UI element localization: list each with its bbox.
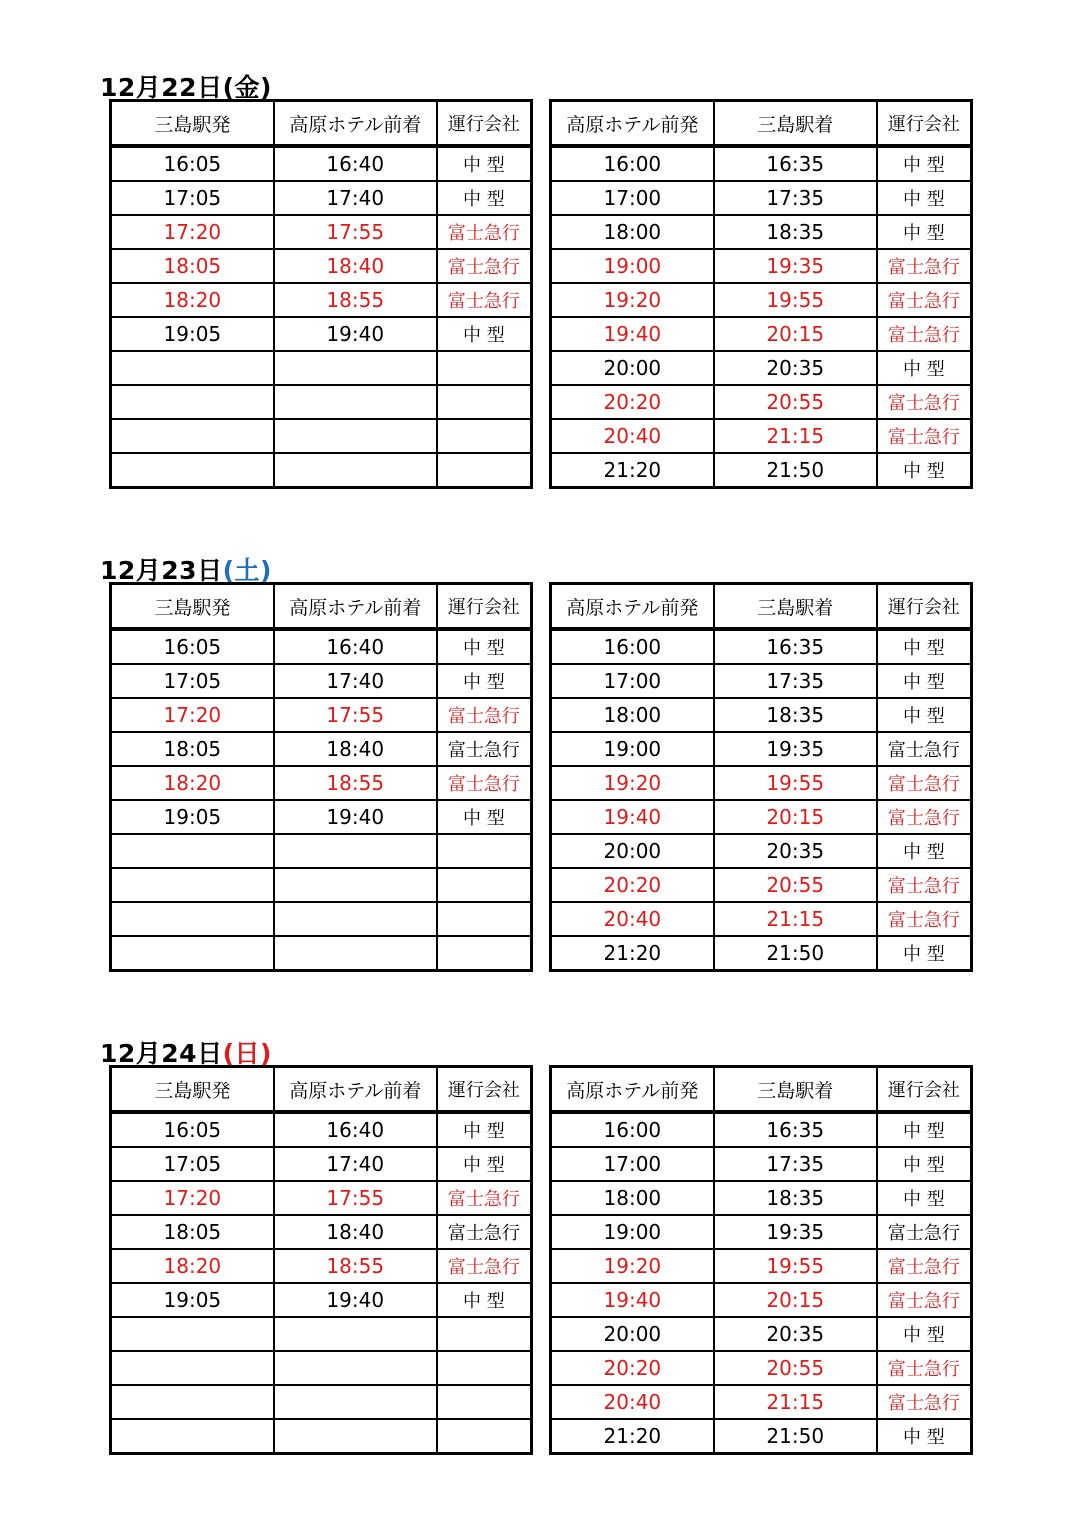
arrival-header: 高原ホテル前着 bbox=[274, 101, 437, 147]
operator: 富士急行 bbox=[877, 800, 972, 834]
departure-header: 高原ホテル前発 bbox=[551, 1067, 714, 1113]
arrival-time bbox=[274, 385, 437, 419]
operator: 富士急行 bbox=[877, 868, 972, 902]
operator: 中 型 bbox=[437, 664, 532, 698]
arrival-header: 三島駅着 bbox=[714, 101, 877, 147]
table-row bbox=[111, 698, 532, 732]
arrival-time: 21:15 bbox=[714, 902, 877, 936]
departure-time bbox=[111, 385, 274, 419]
departure-time: 20:20 bbox=[551, 868, 714, 902]
operator: 中 型 bbox=[877, 936, 972, 971]
arrival-header: 高原ホテル前着 bbox=[274, 584, 437, 630]
departure-time: 19:20 bbox=[551, 1249, 714, 1283]
table-row bbox=[111, 1181, 532, 1215]
table-row bbox=[111, 351, 532, 385]
table-row bbox=[551, 215, 972, 249]
arrival-time: 19:40 bbox=[274, 1283, 437, 1317]
table-row bbox=[551, 1112, 972, 1147]
table-row bbox=[551, 1351, 972, 1385]
arrival-time: 19:40 bbox=[274, 800, 437, 834]
table-row bbox=[551, 698, 972, 732]
table-row bbox=[111, 732, 532, 766]
arrival-time: 20:35 bbox=[714, 351, 877, 385]
table-row bbox=[551, 629, 972, 664]
arrival-time: 18:35 bbox=[714, 698, 877, 732]
departure-time: 18:05 bbox=[111, 1215, 274, 1249]
weekday-label: (土) bbox=[222, 556, 272, 585]
operator-header: 運行会社 bbox=[437, 1067, 532, 1113]
departure-time: 19:40 bbox=[551, 317, 714, 351]
arrival-time: 17:55 bbox=[274, 215, 437, 249]
operator: 中 型 bbox=[877, 215, 972, 249]
table-row bbox=[111, 1249, 532, 1283]
departure-time: 18:20 bbox=[111, 1249, 274, 1283]
arrival-time: 20:15 bbox=[714, 800, 877, 834]
operator: 中 型 bbox=[437, 1112, 532, 1147]
header-row bbox=[551, 584, 972, 630]
arrival-time: 16:40 bbox=[274, 146, 437, 181]
table-row bbox=[551, 936, 972, 971]
operator: 富士急行 bbox=[437, 215, 532, 249]
table-row bbox=[111, 1283, 532, 1317]
operator bbox=[437, 1351, 532, 1385]
arrival-time: 21:50 bbox=[714, 453, 877, 488]
arrival-header: 高原ホテル前着 bbox=[274, 1067, 437, 1113]
table-row bbox=[111, 936, 532, 971]
table-row bbox=[551, 419, 972, 453]
departure-time: 19:20 bbox=[551, 283, 714, 317]
departure-time: 19:40 bbox=[551, 1283, 714, 1317]
arrival-time: 20:35 bbox=[714, 1317, 877, 1351]
operator bbox=[437, 351, 532, 385]
table-row bbox=[111, 1351, 532, 1385]
arrival-time: 17:40 bbox=[274, 181, 437, 215]
table-row bbox=[551, 868, 972, 902]
operator: 富士急行 bbox=[877, 283, 972, 317]
departure-time: 20:40 bbox=[551, 1385, 714, 1419]
departure-time bbox=[111, 1419, 274, 1454]
return-timetable bbox=[549, 99, 973, 489]
table-row bbox=[111, 868, 532, 902]
arrival-time: 16:40 bbox=[274, 629, 437, 664]
departure-time: 17:20 bbox=[111, 698, 274, 732]
operator: 富士急行 bbox=[437, 283, 532, 317]
table-row bbox=[551, 385, 972, 419]
table-row bbox=[111, 629, 532, 664]
departure-header: 高原ホテル前発 bbox=[551, 101, 714, 147]
table-row bbox=[551, 317, 972, 351]
arrival-time: 16:35 bbox=[714, 629, 877, 664]
departure-time: 16:00 bbox=[551, 146, 714, 181]
operator bbox=[437, 453, 532, 488]
table-row bbox=[551, 283, 972, 317]
table-row bbox=[111, 1419, 532, 1454]
departure-time: 20:00 bbox=[551, 351, 714, 385]
arrival-time: 18:55 bbox=[274, 766, 437, 800]
operator bbox=[437, 419, 532, 453]
table-row bbox=[551, 1215, 972, 1249]
arrival-time: 18:40 bbox=[274, 249, 437, 283]
operator-header: 運行会社 bbox=[437, 584, 532, 630]
arrival-time: 18:40 bbox=[274, 732, 437, 766]
departure-time: 17:05 bbox=[111, 1147, 274, 1181]
operator: 富士急行 bbox=[877, 1283, 972, 1317]
departure-time: 17:00 bbox=[551, 1147, 714, 1181]
arrival-time bbox=[274, 1385, 437, 1419]
arrival-time: 21:50 bbox=[714, 1419, 877, 1454]
table-row bbox=[551, 902, 972, 936]
departure-time: 19:40 bbox=[551, 800, 714, 834]
table-row bbox=[111, 902, 532, 936]
arrival-time: 19:55 bbox=[714, 766, 877, 800]
departure-time: 17:00 bbox=[551, 181, 714, 215]
departure-header: 三島駅発 bbox=[111, 1067, 274, 1113]
arrival-time bbox=[274, 1419, 437, 1454]
arrival-time bbox=[274, 1317, 437, 1351]
arrival-header: 三島駅着 bbox=[714, 1067, 877, 1113]
operator: 中 型 bbox=[877, 698, 972, 732]
table-row bbox=[551, 664, 972, 698]
arrival-header: 三島駅着 bbox=[714, 584, 877, 630]
departure-time: 20:20 bbox=[551, 1351, 714, 1385]
table-row bbox=[551, 181, 972, 215]
arrival-time: 16:40 bbox=[274, 1112, 437, 1147]
departure-time: 16:05 bbox=[111, 146, 274, 181]
outbound-timetable bbox=[109, 99, 533, 489]
operator-header: 運行会社 bbox=[877, 101, 972, 147]
arrival-time bbox=[274, 936, 437, 971]
header-row bbox=[551, 101, 972, 147]
table-row bbox=[111, 453, 532, 488]
table-row bbox=[111, 283, 532, 317]
table-row bbox=[551, 351, 972, 385]
arrival-time: 20:55 bbox=[714, 1351, 877, 1385]
arrival-time: 18:40 bbox=[274, 1215, 437, 1249]
operator-header: 運行会社 bbox=[877, 1067, 972, 1113]
departure-time: 16:05 bbox=[111, 629, 274, 664]
departure-time: 21:20 bbox=[551, 1419, 714, 1454]
arrival-time bbox=[274, 1351, 437, 1385]
arrival-time: 17:40 bbox=[274, 664, 437, 698]
table-row bbox=[111, 1317, 532, 1351]
weekday-label: (日) bbox=[222, 1039, 272, 1068]
departure-time: 20:00 bbox=[551, 834, 714, 868]
departure-time: 16:00 bbox=[551, 629, 714, 664]
header-row bbox=[111, 584, 532, 630]
arrival-time: 20:15 bbox=[714, 1283, 877, 1317]
table-row bbox=[551, 800, 972, 834]
table-row bbox=[111, 419, 532, 453]
arrival-time: 19:35 bbox=[714, 1215, 877, 1249]
operator bbox=[437, 834, 532, 868]
departure-time: 16:00 bbox=[551, 1112, 714, 1147]
operator-header: 運行会社 bbox=[437, 101, 532, 147]
operator: 富士急行 bbox=[437, 732, 532, 766]
operator: 富士急行 bbox=[877, 1215, 972, 1249]
operator: 中 型 bbox=[437, 800, 532, 834]
departure-time: 20:20 bbox=[551, 385, 714, 419]
departure-time: 19:00 bbox=[551, 249, 714, 283]
arrival-time: 18:35 bbox=[714, 1181, 877, 1215]
arrival-time: 20:55 bbox=[714, 385, 877, 419]
operator: 富士急行 bbox=[437, 1181, 532, 1215]
table-row bbox=[111, 146, 532, 181]
arrival-time: 20:35 bbox=[714, 834, 877, 868]
operator: 富士急行 bbox=[877, 419, 972, 453]
arrival-time: 18:55 bbox=[274, 283, 437, 317]
departure-time bbox=[111, 419, 274, 453]
departure-time: 20:40 bbox=[551, 419, 714, 453]
outbound-timetable bbox=[109, 1065, 533, 1455]
departure-time: 19:05 bbox=[111, 317, 274, 351]
arrival-time: 21:15 bbox=[714, 1385, 877, 1419]
arrival-time: 18:35 bbox=[714, 215, 877, 249]
operator: 中 型 bbox=[877, 1317, 972, 1351]
departure-time: 19:20 bbox=[551, 766, 714, 800]
arrival-time: 21:50 bbox=[714, 936, 877, 971]
operator: 中 型 bbox=[877, 351, 972, 385]
table-row bbox=[551, 146, 972, 181]
operator bbox=[437, 1419, 532, 1454]
operator: 富士急行 bbox=[437, 1249, 532, 1283]
return-timetable bbox=[549, 582, 973, 972]
table-row bbox=[111, 664, 532, 698]
arrival-time: 17:55 bbox=[274, 1181, 437, 1215]
operator: 中 型 bbox=[877, 1419, 972, 1454]
arrival-time: 17:40 bbox=[274, 1147, 437, 1181]
arrival-time: 20:55 bbox=[714, 868, 877, 902]
operator: 中 型 bbox=[877, 1181, 972, 1215]
operator bbox=[437, 1317, 532, 1351]
arrival-time bbox=[274, 351, 437, 385]
operator: 富士急行 bbox=[437, 766, 532, 800]
header-row bbox=[551, 1067, 972, 1113]
table-row bbox=[111, 1385, 532, 1419]
operator: 中 型 bbox=[877, 181, 972, 215]
operator-header: 運行会社 bbox=[877, 584, 972, 630]
departure-time bbox=[111, 936, 274, 971]
operator: 富士急行 bbox=[877, 385, 972, 419]
operator: 中 型 bbox=[877, 1112, 972, 1147]
departure-time: 19:05 bbox=[111, 1283, 274, 1317]
operator: 中 型 bbox=[437, 1147, 532, 1181]
weekday-label: (金) bbox=[222, 73, 272, 102]
table-row bbox=[111, 800, 532, 834]
departure-time: 20:40 bbox=[551, 902, 714, 936]
arrival-time: 19:35 bbox=[714, 732, 877, 766]
departure-header: 三島駅発 bbox=[111, 584, 274, 630]
operator: 中 型 bbox=[437, 629, 532, 664]
table-row bbox=[111, 1112, 532, 1147]
departure-header: 高原ホテル前発 bbox=[551, 584, 714, 630]
header-row bbox=[111, 101, 532, 147]
date-label: 12月22日 bbox=[100, 73, 223, 102]
operator: 中 型 bbox=[877, 1147, 972, 1181]
departure-time bbox=[111, 1385, 274, 1419]
arrival-time bbox=[274, 419, 437, 453]
departure-time: 17:20 bbox=[111, 1181, 274, 1215]
arrival-time: 17:35 bbox=[714, 1147, 877, 1181]
operator: 中 型 bbox=[877, 146, 972, 181]
arrival-time: 17:55 bbox=[274, 698, 437, 732]
departure-time: 18:20 bbox=[111, 766, 274, 800]
arrival-time bbox=[274, 834, 437, 868]
operator: 富士急行 bbox=[877, 902, 972, 936]
operator bbox=[437, 902, 532, 936]
arrival-time: 17:35 bbox=[714, 664, 877, 698]
operator: 中 型 bbox=[437, 181, 532, 215]
table-row bbox=[551, 834, 972, 868]
departure-time: 18:20 bbox=[111, 283, 274, 317]
table-row bbox=[551, 732, 972, 766]
table-row bbox=[111, 1215, 532, 1249]
departure-time bbox=[111, 1317, 274, 1351]
departure-time: 18:00 bbox=[551, 215, 714, 249]
departure-time bbox=[111, 1351, 274, 1385]
departure-time: 21:20 bbox=[551, 453, 714, 488]
departure-time bbox=[111, 868, 274, 902]
arrival-time bbox=[274, 902, 437, 936]
header-row bbox=[111, 1067, 532, 1113]
operator: 富士急行 bbox=[437, 1215, 532, 1249]
arrival-time: 19:40 bbox=[274, 317, 437, 351]
arrival-time: 19:35 bbox=[714, 249, 877, 283]
outbound-timetable bbox=[109, 582, 533, 972]
table-row bbox=[551, 766, 972, 800]
operator bbox=[437, 1385, 532, 1419]
arrival-time bbox=[274, 453, 437, 488]
departure-time bbox=[111, 351, 274, 385]
operator: 中 型 bbox=[877, 453, 972, 488]
date-label: 12月24日 bbox=[100, 1039, 223, 1068]
table-row bbox=[111, 215, 532, 249]
departure-time bbox=[111, 834, 274, 868]
arrival-time bbox=[274, 868, 437, 902]
departure-time: 18:00 bbox=[551, 698, 714, 732]
table-row bbox=[111, 766, 532, 800]
operator: 中 型 bbox=[437, 1283, 532, 1317]
table-row bbox=[551, 453, 972, 488]
departure-time: 19:00 bbox=[551, 1215, 714, 1249]
table-row bbox=[551, 1147, 972, 1181]
operator: 富士急行 bbox=[877, 1249, 972, 1283]
departure-time: 17:00 bbox=[551, 664, 714, 698]
arrival-time: 21:15 bbox=[714, 419, 877, 453]
operator bbox=[437, 868, 532, 902]
departure-time: 17:05 bbox=[111, 664, 274, 698]
departure-time bbox=[111, 902, 274, 936]
arrival-time: 18:55 bbox=[274, 1249, 437, 1283]
table-row bbox=[551, 1419, 972, 1454]
table-row bbox=[551, 1385, 972, 1419]
operator: 富士急行 bbox=[877, 1351, 972, 1385]
operator: 富士急行 bbox=[437, 698, 532, 732]
arrival-time: 17:35 bbox=[714, 181, 877, 215]
table-row bbox=[551, 249, 972, 283]
departure-time: 19:00 bbox=[551, 732, 714, 766]
operator: 中 型 bbox=[877, 664, 972, 698]
operator: 中 型 bbox=[437, 146, 532, 181]
departure-time: 17:20 bbox=[111, 215, 274, 249]
return-timetable bbox=[549, 1065, 973, 1455]
table-row bbox=[551, 1181, 972, 1215]
departure-time bbox=[111, 453, 274, 488]
arrival-time: 16:35 bbox=[714, 1112, 877, 1147]
table-row bbox=[111, 181, 532, 215]
table-row bbox=[551, 1317, 972, 1351]
table-row bbox=[111, 385, 532, 419]
operator bbox=[437, 385, 532, 419]
operator: 富士急行 bbox=[437, 249, 532, 283]
departure-time: 18:00 bbox=[551, 1181, 714, 1215]
operator: 富士急行 bbox=[877, 766, 972, 800]
operator: 富士急行 bbox=[877, 249, 972, 283]
arrival-time: 19:55 bbox=[714, 1249, 877, 1283]
table-row bbox=[551, 1283, 972, 1317]
departure-time: 17:05 bbox=[111, 181, 274, 215]
departure-time: 18:05 bbox=[111, 732, 274, 766]
operator: 中 型 bbox=[877, 834, 972, 868]
departure-time: 21:20 bbox=[551, 936, 714, 971]
table-row bbox=[111, 834, 532, 868]
arrival-time: 20:15 bbox=[714, 317, 877, 351]
table-row bbox=[551, 1249, 972, 1283]
arrival-time: 19:55 bbox=[714, 283, 877, 317]
operator: 富士急行 bbox=[877, 732, 972, 766]
table-row bbox=[111, 249, 532, 283]
departure-time: 20:00 bbox=[551, 1317, 714, 1351]
operator: 富士急行 bbox=[877, 1385, 972, 1419]
table-row bbox=[111, 1147, 532, 1181]
operator: 富士急行 bbox=[877, 317, 972, 351]
operator bbox=[437, 936, 532, 971]
departure-time: 19:05 bbox=[111, 800, 274, 834]
date-label: 12月23日 bbox=[100, 556, 223, 585]
arrival-time: 16:35 bbox=[714, 146, 877, 181]
table-row bbox=[111, 317, 532, 351]
departure-time: 16:05 bbox=[111, 1112, 274, 1147]
operator: 中 型 bbox=[437, 317, 532, 351]
operator: 中 型 bbox=[877, 629, 972, 664]
departure-time: 18:05 bbox=[111, 249, 274, 283]
departure-header: 三島駅発 bbox=[111, 101, 274, 147]
